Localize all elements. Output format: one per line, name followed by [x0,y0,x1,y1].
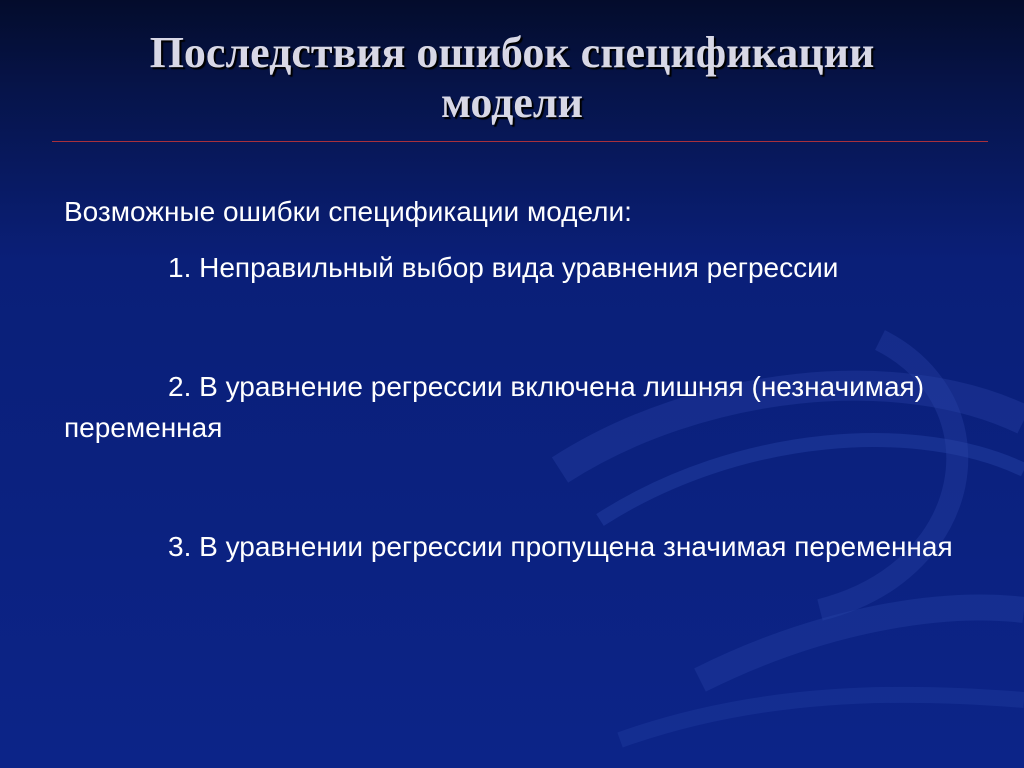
list-item-1: 1. Неправильный выбор вида уравнения регрессии [168,252,839,283]
slide-title [40,28,984,128]
list-item-2: 2. В уравнение регрессии включена лишняя (незначимая) переменная [64,371,925,443]
slide-title-line-1: Последствия ошибок спецификации [149,28,875,77]
slide-body [64,190,964,567]
list-item-3: 3. В уравнении регрессии пропущена значимая переменная [168,531,953,562]
slide-title-line-2: модели [441,78,583,127]
title-divider [52,141,988,142]
intro-text: Возможные ошибки спецификации модели: [64,196,632,227]
